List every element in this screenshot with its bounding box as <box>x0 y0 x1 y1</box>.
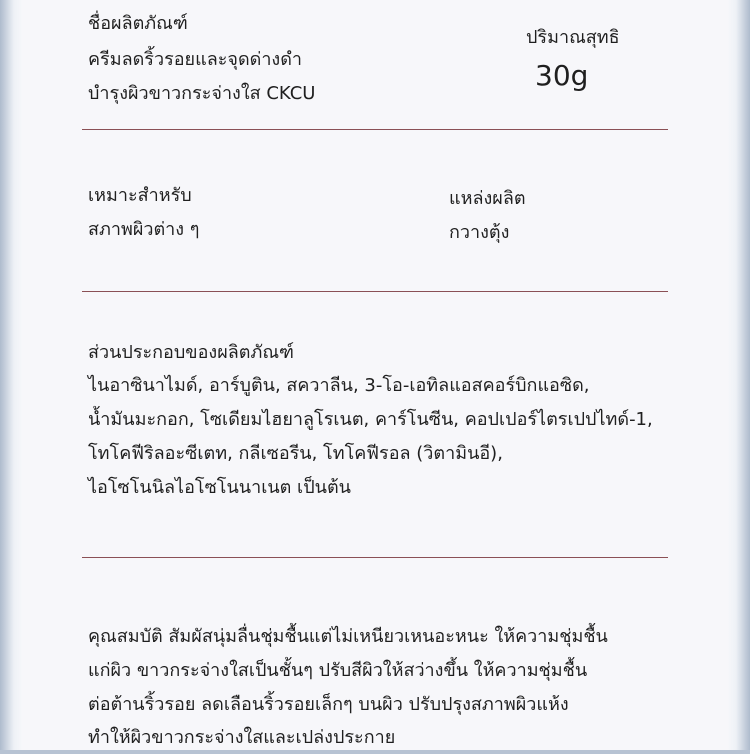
ingredients-line-3: โทโคฟีริลอะซีเตท, กลีเซอรีน, โทโคฟีรอล (วิตามินอี), <box>88 443 503 464</box>
origin-heading: แหล่งผลิต <box>449 188 526 209</box>
net-quantity-label: ปริมาณสุทธิ <box>526 27 620 48</box>
properties-line-4: ทำให้ผิวขาวกระจ่างใสและเปล่งประกาย <box>88 727 396 748</box>
properties-line-3: ต่อต้านริ้วรอย ลดเลือนริ้วรอยเล็กๆ บนผิว ปรับปรุงสภาพผิวแห้ง <box>88 694 569 715</box>
suitable-heading: เหมาะสำหรับ <box>88 185 192 206</box>
product-name-line-2: บำรุงผิวขาวกระจ่างใส CKCU <box>88 83 316 104</box>
product-name-line-1: ครีมลดริ้วรอยและจุดด่างดำ <box>88 49 303 70</box>
ingredients-line-2: น้ำมันมะกอก, โซเดียมไฮยาลูโรเนต, คาร์โนซีน, คอปเปอร์ไตรเปปไทด์-1, <box>88 409 653 430</box>
properties-line-2: แก่ผิว ขาวกระจ่างใสเป็นชั้นๆ ปรับสีผิวให้สว่างขึ้น ให้ความชุ่มชื้น <box>88 660 588 681</box>
divider-3 <box>82 557 668 558</box>
ingredients-heading: ส่วนประกอบของผลิตภัณฑ์ <box>88 342 294 363</box>
properties-line-1: คุณสมบัติ สัมผัสนุ่มลื่นชุ่มชื้นแต่ไม่เหนียวเหนอะหนะ ให้ความชุ่มชื้น <box>88 626 608 647</box>
ingredients-line-1: ไนอาซินาไมด์, อาร์บูติน, สควาลีน, 3-โอ-เอทิลแอสคอร์บิกแอซิด, <box>88 375 590 396</box>
suitable-value: สภาพผิวต่าง ๆ <box>88 219 200 240</box>
ingredients-line-4: ไอโซโนนิลไอโซโนนาเนต เป็นต้น <box>88 477 351 498</box>
product-name-heading: ชื่อผลิตภัณฑ์ <box>88 13 188 34</box>
net-quantity-value: 30g <box>535 59 589 92</box>
divider-1 <box>82 129 668 130</box>
origin-value: กวางตุ้ง <box>449 222 510 243</box>
divider-2 <box>82 291 668 292</box>
